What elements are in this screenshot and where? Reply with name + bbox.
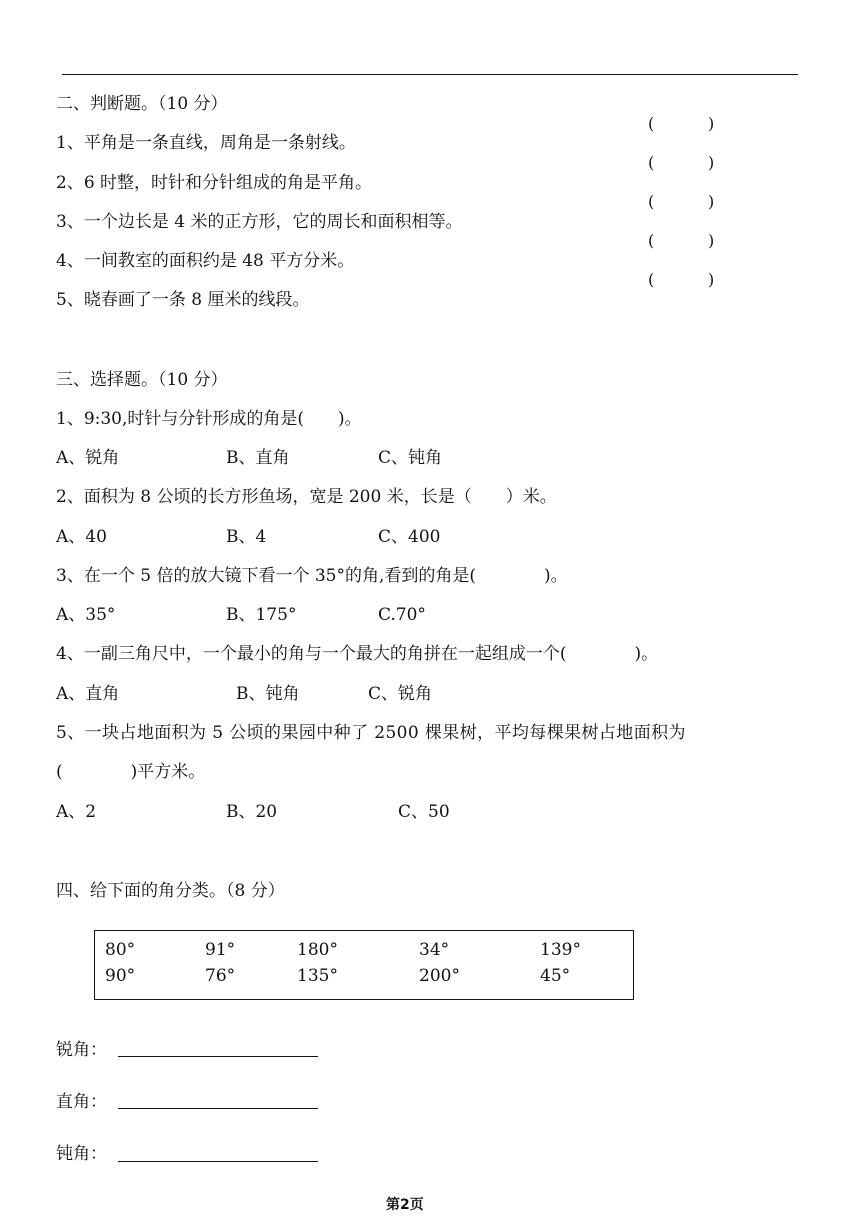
q1-option-b: B、直角: [226, 448, 290, 468]
angle-value: 76°: [205, 966, 236, 986]
q3-option-c: C.70°: [378, 605, 426, 625]
q2-option-a: A、40: [56, 527, 107, 547]
q3-option-a: A、35°: [56, 605, 116, 625]
obtuse-answer-line[interactable]: [118, 1161, 318, 1162]
right-answer-line[interactable]: [118, 1108, 318, 1109]
angle-value: 180°: [297, 940, 338, 960]
q1-option-a: A、锐角: [56, 448, 120, 468]
judge-item-1: 1、平角是一条直线，周角是一条射线。: [56, 133, 356, 153]
acute-label: 锐角：: [56, 1040, 107, 1060]
angle-value: 135°: [297, 966, 338, 986]
top-rule: [62, 74, 798, 75]
choice-q3: 3、在一个 5 倍的放大镜下看一个 35°的角,看到的角是( )。: [56, 566, 568, 586]
q5-option-b: B、20: [226, 802, 278, 822]
choice-q5-line1: 5、一块占地面积为 5 公顷的果园中种了 2500 棵果树，平均每棵果树占地面积为: [56, 723, 686, 743]
judge-item-2: 2、6 时整，时针和分针组成的角是平角。: [56, 173, 373, 193]
q2-option-b: B、4: [226, 527, 267, 547]
angle-value: 34°: [419, 940, 450, 960]
q4-option-a: A、直角: [56, 684, 120, 704]
section3-heading: 三、选择题。（10 分）: [56, 370, 228, 390]
judge-item-5: 5、晓春画了一条 8 厘米的线段。: [56, 290, 310, 310]
angle-value: 80°: [105, 940, 136, 960]
judge-item-3: 3、一个边长是 4 米的正方形，它的周长和面积相等。: [56, 212, 463, 232]
q5-option-c: C、50: [398, 802, 450, 822]
obtuse-label: 钝角：: [56, 1144, 107, 1164]
angle-value: 90°: [105, 966, 136, 986]
q2-option-c: C、400: [378, 527, 441, 547]
choice-q5-line2: ( )平方米。: [56, 762, 206, 782]
acute-answer-line[interactable]: [118, 1056, 318, 1057]
choice-q2: 2、面积为 8 公顷的长方形鱼场，宽是 200 米，长是（ ）米。: [56, 487, 557, 507]
judge-item-4: 4、一间教室的面积约是 48 平方分米。: [56, 251, 355, 271]
q4-option-b: B、钝角: [236, 684, 300, 704]
angle-value: 200°: [419, 966, 460, 986]
section2-heading: 二、判断题。（10 分）: [56, 94, 228, 114]
section4-heading: 四、给下面的角分类。（8 分）: [56, 881, 285, 901]
angle-box: [94, 930, 634, 1000]
q1-option-c: C、钝角: [378, 448, 443, 468]
q4-option-c: C、锐角: [368, 684, 433, 704]
angle-value: 45°: [540, 966, 571, 986]
choice-q4: 4、一副三角尺中，一个最小的角与一个最大的角拼在一起组成一个( )。: [56, 644, 659, 664]
angle-value: 91°: [205, 940, 236, 960]
right-label: 直角：: [56, 1092, 107, 1112]
page-number: 第2页: [386, 1197, 424, 1213]
choice-q1: 1、9:30,时针与分针形成的角是( )。: [56, 409, 362, 429]
q5-option-a: A、2: [56, 802, 97, 822]
q3-option-b: B、175°: [226, 605, 297, 625]
angle-value: 139°: [540, 940, 581, 960]
